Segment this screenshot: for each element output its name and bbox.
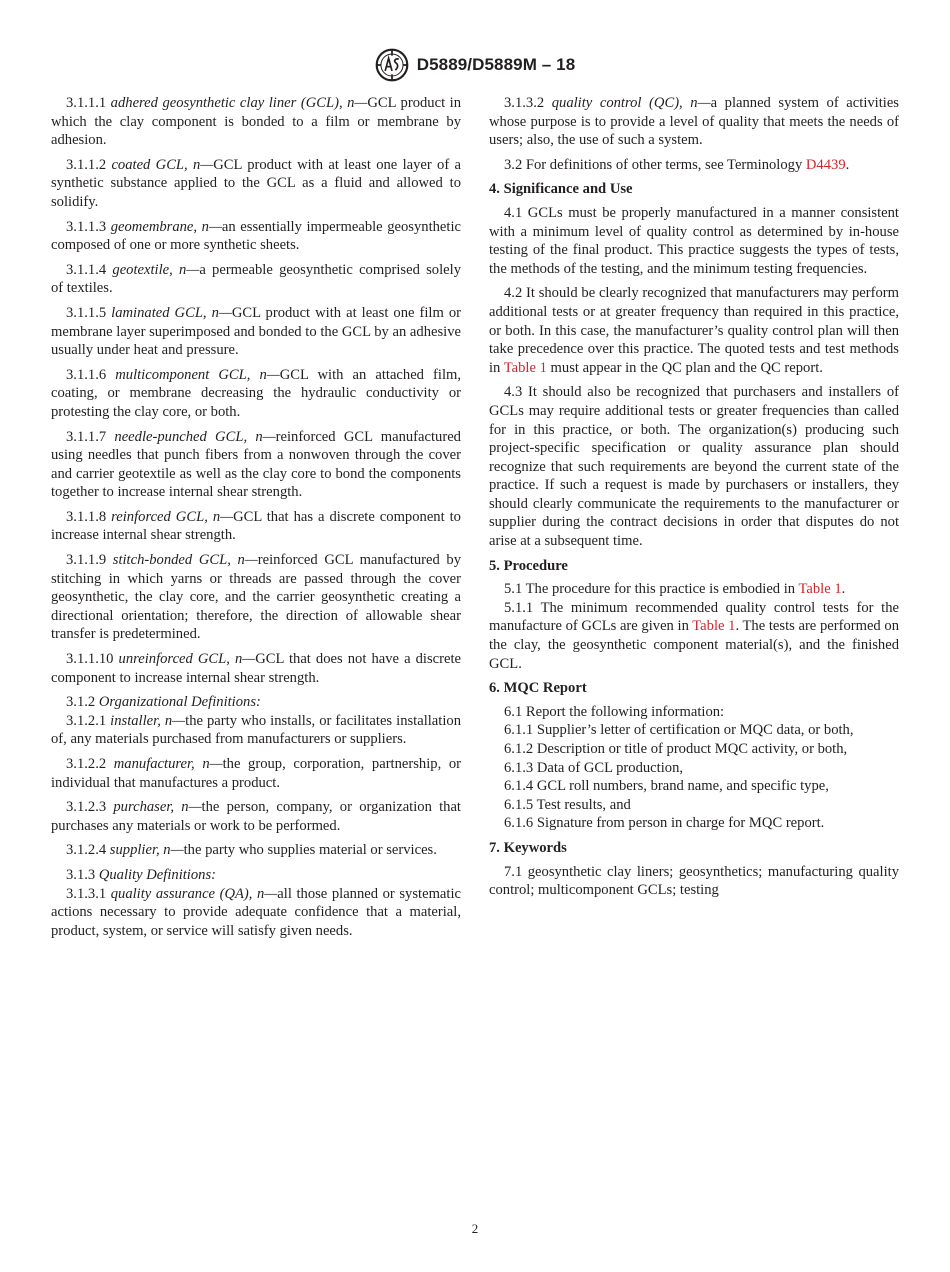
link-table-1[interactable]: Table 1 <box>692 618 736 635</box>
list-item: 6.1.6 Signature from person in charge for MQC report. <box>504 815 825 832</box>
definition-3-1-1-4: 3.1.1.4 geotextile, n—a permeable geosynthetic comprised solely of textiles. <box>51 261 461 297</box>
link-table-1[interactable]: Table 1 <box>798 581 842 598</box>
definition-3-1-1-5: 3.1.1.5 laminated GCL, n—GCL product with at least one film or membrane layer superimposed and bonded to the GCL by an adhesive usually under heat and pressure. <box>51 304 461 359</box>
link-d4439[interactable]: D4439 <box>805 156 846 173</box>
paragraph-5-1-1: 5.1.1 The minimum recommended quality control tests for the manufacture of GCLs are given in Table 1. The tests are performed on the clay, the geosynthetic component material(s), and the finished GCL. <box>489 599 899 672</box>
paragraph-4-1: 4.1 GCLs must be properly manufactured in a manner consistent with a minimum level of quality control as determined by in-house testing of the final product. This practice suggests the types of tests, the methods of the testing, and the minimum testing frequencies. <box>489 204 899 277</box>
definition-3-1-3-1: 3.1.3.1 quality assurance (QA), n—all those planned or systematic actions necessary to provide adequate confidence that a material, product, system, or service will satisfy given needs. <box>51 885 461 939</box>
paragraph-3-2: 3.2 For definitions of other terms, see Terminology D4439. <box>504 156 850 173</box>
definition-3-1-1-3: 3.1.1.3 geomembrane, n—an essentially impermeable geosynthetic composed of one or more synthetic sheets. <box>51 218 461 254</box>
paragraph-4-2: 4.2 It should be clearly recognized that manufacturers may perform additional tests or at greater frequency than required in this practice, or both. In this case, the manufacturer’s quality control plan will then take precedence over this practice. The quoted tests and test methods in Table 1 must appear in the QC plan and the QC report. <box>489 285 899 376</box>
paragraph-5-1: 5.1 The procedure for this practice is embodied in Table 1. <box>504 581 846 598</box>
list-item: 6.1.2 Description or title of product MQC activity, or both, <box>504 741 848 757</box>
definition-3-1-1-10: 3.1.1.10 unreinforced GCL, n—GCL that does not have a discrete component to increase internal shear strength. <box>51 651 461 686</box>
organizational-definitions-heading: 3.1.2 Organizational Definitions: <box>66 694 261 711</box>
list-item: 6.1.4 GCL roll numbers, brand name, and specific type, <box>504 778 829 795</box>
astm-logo-icon <box>375 48 409 82</box>
definition-3-1-1-9: 3.1.1.9 stitch-bonded GCL, n—reinforced GCL manufactured by stitching in which yarns or threads are passed through the cover geosynthetic, the clay core, and the carrier geosynthetic creating a directional orientation; therefore, the direction of allowable shear transfer is predetermined. <box>51 552 462 643</box>
definition-3-1-2-1: 3.1.2.1 installer, n—the party who installs, or facilitates installation of, any materials purchased from manufacturers or suppliers. <box>51 712 461 748</box>
section-4-heading: 4. Significance and Use <box>489 181 633 198</box>
list-item: 6.1.1 Supplier’s letter of certification or MQC data, or both, <box>504 722 854 739</box>
section-5-heading: 5. Procedure <box>489 557 568 574</box>
link-table-1[interactable]: Table 1 <box>503 359 547 376</box>
paragraph-4-3: 4.3 It should also be recognized that purchasers and installers of GCLs may require additional tests or greater frequencies than called for in this practice, or both. The organization(s) producing such project-specific specification or quality assurance plan should recognize that such requirements are beyond the current state of the practice. If such a request is made by purchasers or installers, they should clearly communicate the requirements to the manufacturer or supplier during the contract decisions in order that disputes do not arise at a subsequent time. <box>489 384 899 550</box>
definition-3-1-1-1: 3.1.1.1 adhered geosynthetic clay liner (GCL), n—GCL product in which the clay component is bonded to a film or membrane by adhesion. <box>51 95 462 149</box>
list-item: 6.1.5 Test results, and <box>504 796 631 813</box>
definition-3-1-2-4: 3.1.2.4 supplier, n—the party who supplies material or services. <box>66 842 437 859</box>
definition-3-1-2-3: 3.1.2.3 purchaser, n—the person, company, or organization that purchases any materials or work to be performed. <box>51 799 461 834</box>
definition-3-1-1-6: 3.1.1.6 multicomponent GCL, n—GCL with an attached film, coating, or membrane decreasing the hydraulic conductivity or protesting the clay core, or both. <box>51 366 462 420</box>
definition-3-1-1-7: 3.1.1.7 needle-punched GCL, n—reinforced GCL manufactured using needles that punch fibers from a nonwoven through the cover and carrier geotextile as well as the clay core to bond the components together to increase internal shear strength. <box>51 428 461 501</box>
page-number: 2 <box>471 1221 479 1236</box>
definition-3-1-1-2: 3.1.1.2 coated GCL, n—GCL product with at least one layer of a synthetic substance applied to the GCL as a fluid and allowed to solidify. <box>51 156 461 210</box>
definition-3-1-3-2: 3.1.3.2 quality control (QC), n—a planned system of activities whose purpose is to provide a level of quality that meets the needs of users; also, the use of such a system. <box>489 95 899 149</box>
standard-designation: D5889/D5889M – 18 <box>416 54 576 74</box>
section-7-heading: 7. Keywords <box>489 839 567 856</box>
right-column <box>489 94 899 906</box>
definition-3-1-1-8: 3.1.1.8 reinforced GCL, n—GCL that has a discrete component to increase internal shear strength. <box>51 508 461 544</box>
list-item: 6.1.3 Data of GCL production, <box>504 759 684 776</box>
page-header <box>0 48 950 82</box>
quality-definitions-heading: 3.1.3 Quality Definitions: <box>66 866 216 883</box>
left-column <box>51 94 461 946</box>
list-item: 6.1 Report the following information: <box>504 703 725 720</box>
paragraph-7-1: 7.1 geosynthetic clay liners; geosynthetics; manufacturing quality control; multicomponent GCLs; testing <box>489 863 899 899</box>
section-6-heading: 6. MQC Report <box>489 680 587 697</box>
definition-3-1-2-2: 3.1.2.2 manufacturer, n—the group, corporation, partnership, or individual that manufactures a product. <box>51 756 461 791</box>
